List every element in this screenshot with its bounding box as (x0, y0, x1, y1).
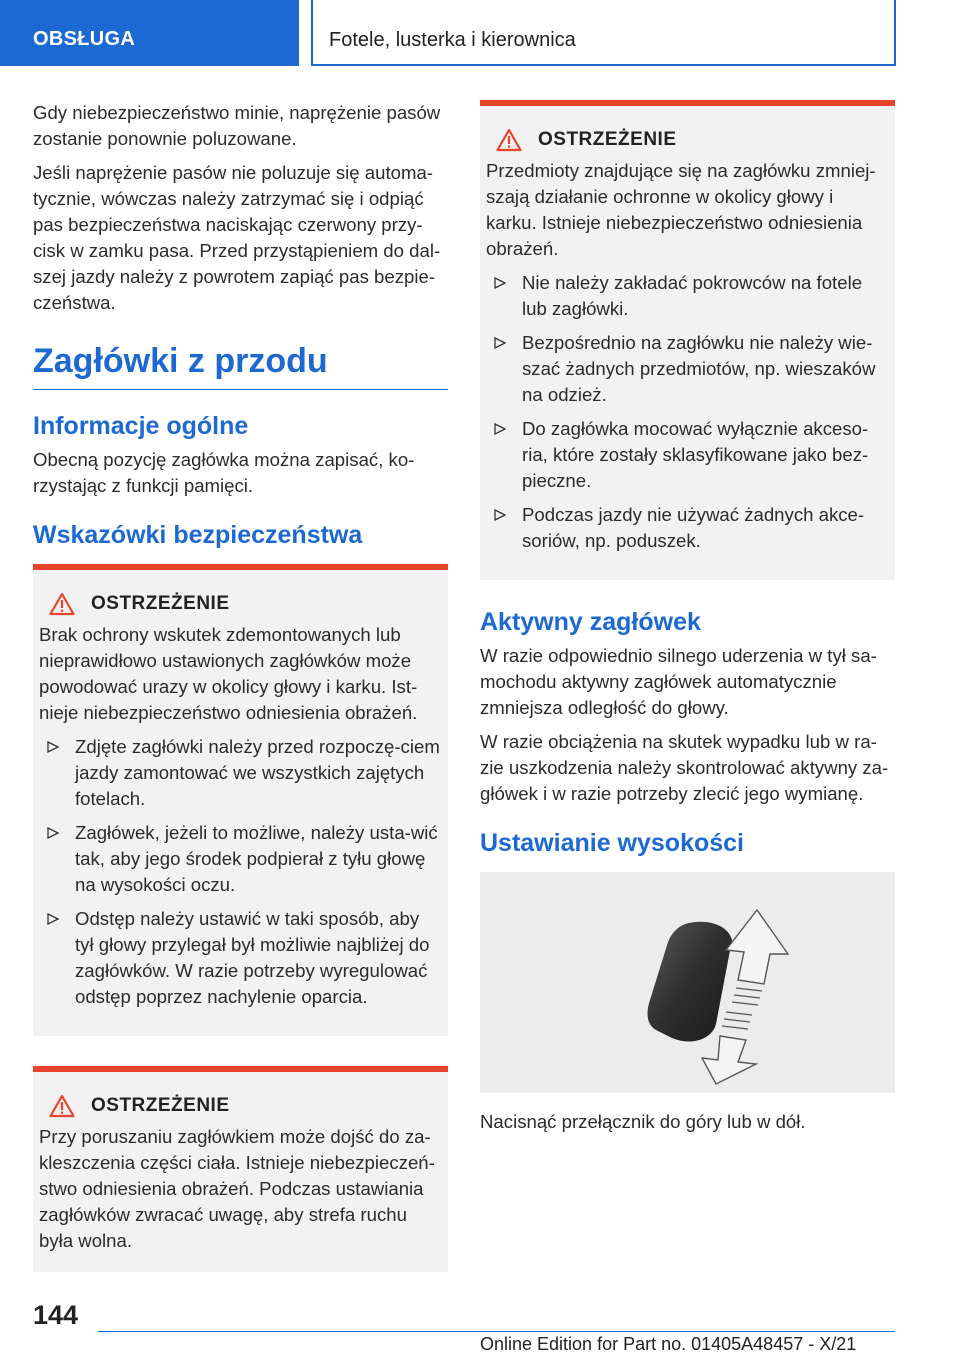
warning-title: OSTRZEŻENIE (91, 593, 230, 614)
list-item-text: Bezpośrednio na zagłówku nie należy wie-szać żadnych przedmiotów, np. wieszaków na odzież. (522, 332, 876, 405)
header-section-label: OBSŁUGA (33, 28, 136, 50)
warning-triangle-icon (49, 592, 75, 616)
list-item (486, 416, 887, 494)
list-item-text: Podczas jazdy nie używać żadnych akce-soriów, np. poduszek. (522, 504, 865, 551)
list-item (486, 270, 887, 322)
footer-edition: Online Edition for Part no. 01405A48457 - X/21 (480, 1334, 857, 1354)
list-triangle-icon (494, 277, 506, 289)
active-paragraph-1: W razie odpowiednio silnego uderzenia w tył sa-mochodu aktywny zagłówek automatycznie zmniejsza odległość do głowy. (480, 645, 877, 718)
warning-title: OSTRZEŻENIE (91, 1095, 230, 1116)
grip-lines-upper (732, 988, 762, 1005)
right-column (480, 100, 895, 1143)
warning-header (486, 128, 887, 152)
header-section-tab (0, 0, 299, 66)
footer-divider (98, 1331, 895, 1332)
warning-title: OSTRZEŻENIE (538, 129, 677, 150)
active-paragraph-2: W razie obciążenia na skutek wypadku lub w ra-zie uszkodzenia należy skontrolować aktywny za-główek i w razie potrzeby zlecić jego wymianę. (480, 731, 889, 804)
list-triangle-icon (47, 913, 59, 925)
intro-paragraph-1: Gdy niebezpieczeństwo minie, naprężenie pasów zostanie ponownie poluzowane. (33, 102, 441, 149)
header-chapter-box (311, 0, 896, 66)
height-heading: Ustawianie wysokości (480, 829, 745, 857)
figure-caption: Nacisnąć przełącznik do góry lub w dół. (480, 1111, 806, 1132)
safety-heading: Wskazówki bezpieczeństwa (33, 521, 363, 549)
warning-text: Brak ochrony wskutek zdemontowanych lub nieprawidłowo ustawionych zagłówków może powodować urazy w okolicy głowy i karku. Ist-nieje niebezpieczeństwo odniesienia obrażeń. (39, 624, 418, 723)
section-title: Zagłówki z przodu (33, 342, 448, 390)
list-triangle-icon (494, 509, 506, 521)
warning-text: Przy poruszaniu zagłówkiem może dojść do za-kleszczenia części ciała. Istnieje niebezpieczeń-stwo odniesienia obrażeń. Podczas ustawiania zagłówków zwracać uwagę, aby strefa ruchu była wolna. (39, 1126, 435, 1251)
info-text: Obecną pozycję zagłówka można zapisać, ko-rzystając z funkcji pamięci. (33, 449, 415, 496)
switch-knob (648, 922, 732, 1042)
list-triangle-icon (47, 827, 59, 839)
list-triangle-icon (494, 423, 506, 435)
info-heading: Informacje ogólne (33, 412, 249, 440)
warning-text: Przedmioty znajdujące się na zagłówku zmniej-szają działanie ochronne w okolicy głowy i karku. Istnieje niebezpieczeństwo odniesienia obrażeń. (486, 160, 876, 259)
active-heading: Aktywny zagłówek (480, 608, 701, 636)
list-triangle-icon (47, 741, 59, 753)
list-triangle-icon (494, 337, 506, 349)
list-item (39, 820, 440, 898)
warning-box-3 (480, 100, 895, 580)
list-item (486, 330, 887, 408)
list-item-text: Zagłówek, jeżeli to możliwe, należy usta-wić tak, aby jego środek podpierał z tyłu głowę na wysokości oczu. (75, 822, 438, 895)
arrow-down-icon (702, 1036, 756, 1084)
list-item (486, 502, 887, 554)
list-item-text: Nie należy zakładać pokrowców na fotele lub zagłówki. (522, 272, 863, 319)
warning-triangle-icon (49, 1094, 75, 1118)
list-item (39, 906, 440, 1010)
warning-box-2 (33, 1066, 448, 1272)
intro-paragraph-2: Jeśli naprężenie pasów nie poluzuje się automa-tycznie, wówczas należy zatrzymać się i odpiąć pas bezpieczeństwa naciskając czerwony przy-cisk w zamku pasa. Przed przystąpieniem do dal-szej jazdy należy z powrotem zapiąć pas bezpie-czeństwa. (33, 162, 441, 313)
grip-lines-lower (722, 1012, 752, 1029)
headrest-switch-figure (480, 872, 895, 1093)
warning-triangle-icon (496, 128, 522, 152)
list-item-text: Zdjęte zagłówki należy przed rozpoczę-ciem jazdy zamontować we wszystkich zajętych fotelach. (75, 736, 440, 809)
warning-header (39, 592, 440, 616)
list-item-text: Do zagłówka mocować wyłącznie akceso-ria, które zostały sklasyfikowane jako bez-pieczne. (522, 418, 869, 491)
header-chapter-label: Fotele, lusterka i kierownica (329, 29, 576, 51)
warning-box-1 (33, 564, 448, 1036)
list-item (39, 734, 440, 812)
warning-header (39, 1094, 440, 1118)
page-number: 144 (33, 1300, 79, 1330)
arrow-up-icon (726, 910, 788, 984)
warning-list (486, 270, 887, 554)
warning-list (39, 734, 440, 1010)
left-column (33, 100, 448, 1272)
headrest-switch-illustration (480, 872, 895, 1093)
list-item-text: Odstęp należy ustawić w taki sposób, aby tył głowy przylegał był możliwie najbliżej do zagłówków. W razie potrzeby wyregulować odstęp poprzez nachylenie oparcia. (75, 908, 430, 1007)
